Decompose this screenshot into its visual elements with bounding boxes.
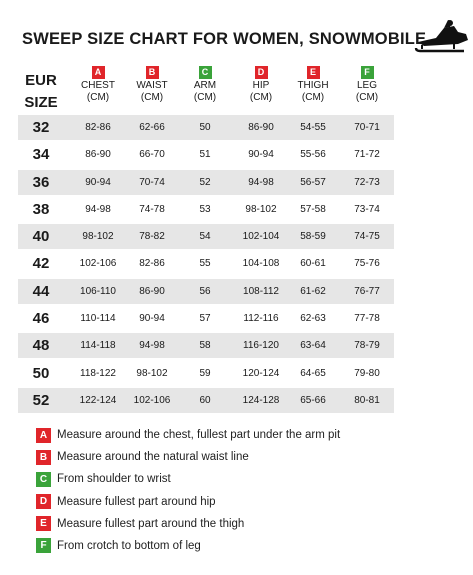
size-table <box>18 115 394 415</box>
measurement-cell: 90-94 <box>139 313 165 325</box>
size-cell: 44 <box>32 282 50 300</box>
column-unit: (CM) <box>355 92 379 103</box>
measurement-cell: 50 <box>199 122 211 133</box>
measurement-cell: 57 <box>199 313 211 325</box>
measurement-cell: 64-65 <box>300 367 326 379</box>
measurement-cell: 65-66 <box>300 394 326 406</box>
measurement-cell: 53 <box>199 203 211 215</box>
table-row <box>18 224 394 249</box>
measurement-cell: 61-62 <box>300 285 326 297</box>
measurement-cell: 108-112 <box>243 285 279 297</box>
column-letter-badge: B <box>146 66 159 79</box>
column-header-waist <box>128 66 176 104</box>
measurement-cell: 82-86 <box>85 122 111 133</box>
table-row <box>18 361 394 386</box>
column-unit: (CM) <box>140 92 164 103</box>
column-name: LEG <box>356 80 377 91</box>
legend-letter-badge: A <box>36 428 51 443</box>
measurement-cell: 94-98 <box>85 203 111 215</box>
snowmobile-icon <box>414 18 470 54</box>
measurement-cell: 116-120 <box>243 340 279 352</box>
measurement-cell: 124-128 <box>242 394 280 406</box>
table-row <box>18 388 394 413</box>
table-row <box>18 251 394 276</box>
table-row <box>18 279 394 304</box>
size-cell: 52 <box>32 391 50 409</box>
measurement-cell: 122-124 <box>79 394 117 406</box>
measurement-cell: 72-73 <box>354 176 380 188</box>
legend-text: From crotch to bottom of leg <box>57 539 201 552</box>
legend-item <box>36 427 340 443</box>
column-header-hip <box>236 66 286 104</box>
legend-item <box>36 494 340 510</box>
measurement-cell: 102-106 <box>79 258 117 270</box>
size-cell: 32 <box>32 119 50 136</box>
size-cell: 38 <box>32 200 50 218</box>
measurement-cell: 55-56 <box>300 149 326 161</box>
column-name: WAIST <box>136 80 168 91</box>
measurement-cell: 77-78 <box>354 313 380 325</box>
measurement-cell: 86-90 <box>248 122 274 133</box>
size-cell: 46 <box>32 310 50 328</box>
column-header-chest <box>74 66 122 104</box>
legend-item <box>36 471 340 487</box>
legend-text: Measure around the chest, fullest part under the arm pit <box>57 429 341 441</box>
measurement-cell: 62-66 <box>139 122 165 133</box>
size-cell: 48 <box>32 337 50 355</box>
measurement-cell: 79-80 <box>354 367 380 379</box>
measurement-cell: 98-102 <box>136 367 168 379</box>
legend-item <box>36 516 340 532</box>
size-cell: 50 <box>32 364 50 382</box>
measurement-cell: 56 <box>199 285 211 297</box>
measurement-cell: 70-71 <box>354 122 380 133</box>
measurement-cell: 60-61 <box>300 258 326 270</box>
table-row <box>18 142 394 167</box>
measurement-cell: 75-76 <box>354 258 380 270</box>
measurement-cell: 86-90 <box>139 285 165 297</box>
legend-item <box>36 449 340 465</box>
size-cell: 40 <box>32 228 50 246</box>
column-unit: (CM) <box>249 92 273 103</box>
measurement-cell: 73-74 <box>354 203 380 215</box>
measurement-cell: 118-122 <box>80 367 116 379</box>
table-row <box>18 115 394 140</box>
size-cell: 34 <box>32 146 50 164</box>
legend-letter-badge: E <box>36 516 51 531</box>
table-row <box>18 333 394 358</box>
column-unit: (CM) <box>86 92 110 103</box>
legend-text: Measure fullest part around the thigh <box>57 517 245 530</box>
measurement-cell: 54 <box>199 231 211 243</box>
size-header-line1: EUR <box>25 72 57 89</box>
column-letter-badge: F <box>361 66 374 79</box>
measurement-cell: 80-81 <box>354 394 380 406</box>
measurement-cell: 94-98 <box>139 340 165 352</box>
legend-letter-badge: C <box>36 472 51 487</box>
measurement-cell: 76-77 <box>354 285 380 297</box>
column-letter-badge: E <box>307 66 320 79</box>
column-unit: (CM) <box>301 92 325 103</box>
measurement-cell: 106-110 <box>80 285 116 297</box>
measurement-cell: 104-108 <box>242 258 280 270</box>
measurement-cell: 82-86 <box>139 258 165 270</box>
measurement-cell: 112-116 <box>243 313 279 325</box>
measurement-cell: 58 <box>199 340 211 352</box>
column-header-leg <box>342 66 392 104</box>
legend-text: From shoulder to wrist <box>57 473 171 486</box>
measurement-cell: 78-79 <box>354 340 380 352</box>
measurement-cell: 74-78 <box>139 203 165 215</box>
measurement-cell: 58-59 <box>300 231 326 243</box>
measurement-cell: 90-94 <box>248 149 274 161</box>
size-cell: 36 <box>32 173 50 191</box>
table-row <box>18 170 394 195</box>
measurement-cell: 102-104 <box>242 231 280 243</box>
measurement-cell: 63-64 <box>300 340 326 352</box>
measurement-cell: 114-118 <box>80 340 116 352</box>
column-unit: (CM) <box>193 92 217 103</box>
size-cell: 42 <box>32 255 50 273</box>
size-header-line2: SIZE <box>24 94 58 111</box>
measurement-cell: 110-114 <box>80 313 116 325</box>
size-column-header <box>18 70 64 114</box>
legend-letter-badge: B <box>36 450 51 465</box>
measurement-cell: 90-94 <box>85 176 111 188</box>
measurement-cell: 60 <box>199 394 211 406</box>
measurement-cell: 102-106 <box>133 394 171 406</box>
measurement-cell: 70-74 <box>139 176 165 188</box>
measurement-cell: 74-75 <box>354 231 380 243</box>
legend-text: Measure fullest part around hip <box>57 495 216 508</box>
measurement-legend <box>36 427 340 560</box>
measurement-cell: 120-124 <box>242 367 280 379</box>
column-name: HIP <box>252 80 270 91</box>
chart-title: SWEEP SIZE CHART FOR WOMEN, SNOWMOBILE <box>22 30 427 48</box>
measurement-cell: 66-70 <box>139 149 165 161</box>
legend-letter-badge: F <box>36 538 51 553</box>
legend-item <box>36 538 340 554</box>
column-letter-badge: C <box>199 66 212 79</box>
measurement-cell: 51 <box>199 149 211 161</box>
column-letter-badge: A <box>92 66 105 79</box>
measurement-cell: 55 <box>199 258 211 270</box>
column-header-arm <box>181 66 229 104</box>
measurement-cell: 86-90 <box>85 149 111 161</box>
measurement-cell: 94-98 <box>248 176 274 188</box>
legend-letter-badge: D <box>36 494 51 509</box>
measurement-cell: 54-55 <box>300 122 326 133</box>
column-name: CHEST <box>81 80 115 91</box>
table-row <box>18 197 394 222</box>
measurement-cell: 57-58 <box>300 203 326 215</box>
measurement-cell: 98-102 <box>82 231 114 243</box>
measurement-cell: 62-63 <box>300 313 326 325</box>
measurement-cell: 78-82 <box>139 231 165 243</box>
measurement-cell: 59 <box>199 367 211 379</box>
measurement-cell: 56-57 <box>300 176 326 188</box>
table-row <box>18 306 394 331</box>
measurement-cell: 52 <box>199 176 211 188</box>
measurement-cell: 71-72 <box>354 149 380 161</box>
column-header-thigh <box>289 66 337 104</box>
column-letter-badge: D <box>255 66 268 79</box>
column-name: THIGH <box>297 80 329 91</box>
legend-text: Measure around the natural waist line <box>57 451 249 464</box>
measurement-cell: 98-102 <box>245 203 277 215</box>
column-name: ARM <box>193 80 217 91</box>
